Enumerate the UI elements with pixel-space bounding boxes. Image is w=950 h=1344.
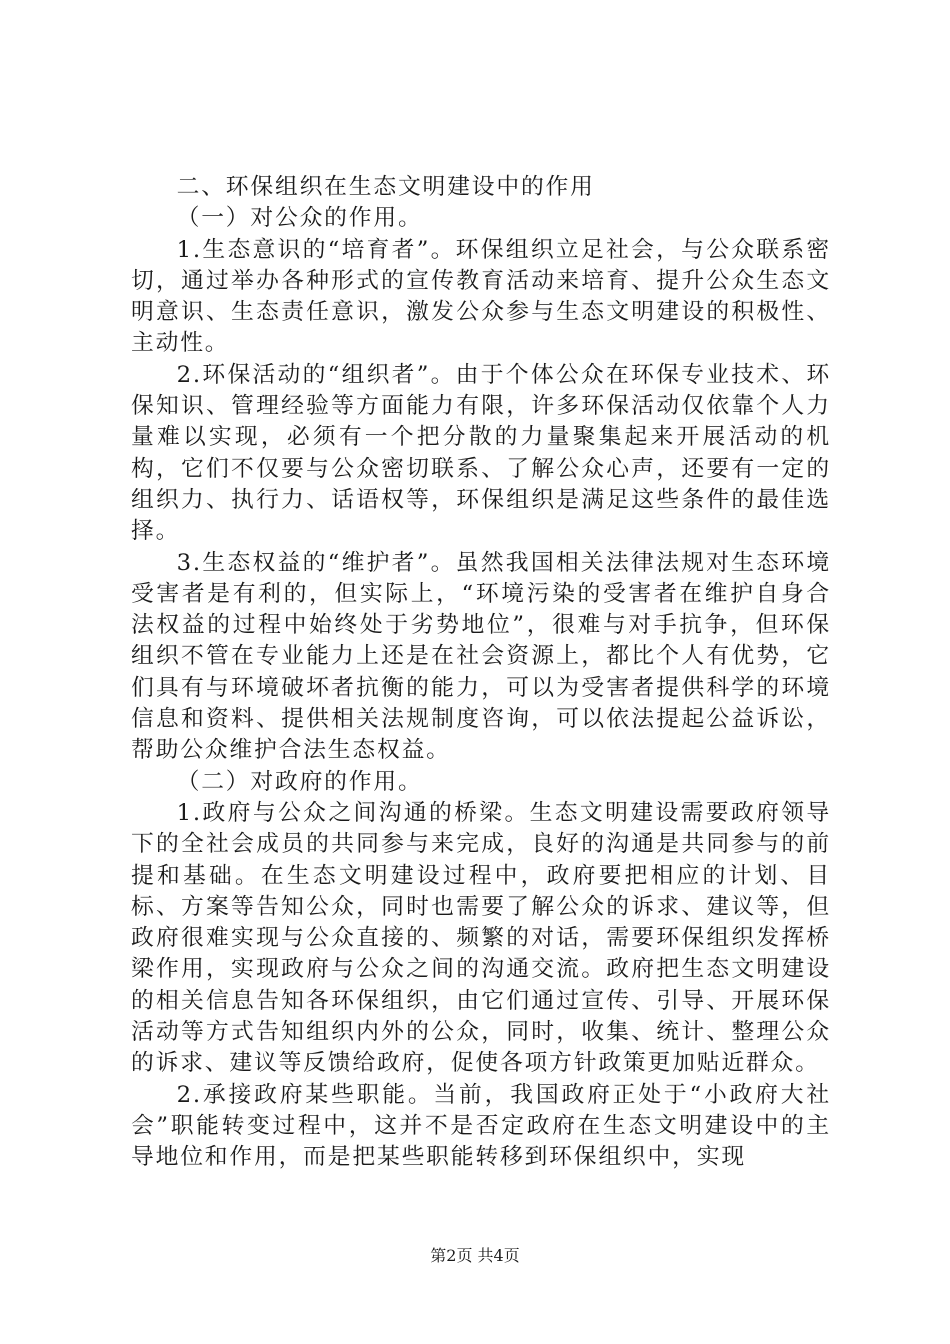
subsection-heading-public: （一）对公众的作用。 bbox=[176, 205, 423, 232]
paragraph-government-functions: 2.承接政府某些职能。当前，我国政府正处于“小政府大社会”职能转变过程中，这并不是否定政府在生态文明建设中的主导地位和作用，而是把某些职能转移到环保组织中，实现 bbox=[131, 1081, 831, 1171]
section-heading: 二、环保组织在生态文明建设中的作用 bbox=[176, 174, 595, 200]
subsection-heading-government: （二）对政府的作用。 bbox=[176, 768, 423, 795]
paragraph-ecological-awareness: 1.生态意识的“培育者”。环保组织立足社会，与公众联系密切，通过举办各种形式的宣传教育活动来培育、提升公众生态文明意识、生态责任意识，激发公众参与生态文明建设的积极性、主动性。 bbox=[131, 236, 831, 357]
document-body bbox=[131, 172, 831, 1174]
page-footer: 第2页 共4页 bbox=[430, 1246, 520, 1265]
paragraph-activity-organizer: 2.环保活动的“组织者”。由于个体公众在环保专业技术、环保知识、管理经验等方面能力有限，许多环保活动仅依靠个人力量难以实现，必须有一个把分散的力量聚集起来开展活动的机构，它们不仅要与公众密切联系、了解公众心声，还要有一定的组织力、执行力、话语权等，环保组织是满足这些条件的最佳选择。 bbox=[131, 361, 831, 545]
paragraph-rights-defender: 3.生态权益的“维护者”。虽然我国相关法律法规对生态环境受害者是有利的，但实际上，“环境污染的受害者在维护自身合法权益的过程中始终处于劣势地位”，很难与对手抗争，但环保组织不管在专业能力上还是在社会资源上，都比个人有优势，它们具有与环境破坏者抗衡的能力，可以为受害者提供科学的环境信息和资料、提供相关法规制度咨询，可以依法提起公益诉讼，帮助公众维护合法生态权益。 bbox=[131, 549, 831, 764]
paragraph-communication-bridge: 1.政府与公众之间沟通的桥梁。生态文明建设需要政府领导下的全社会成员的共同参与来完成，良好的沟通是共同参与的前提和基础。在生态文明建设过程中，政府要把相应的计划、目标、方案等告知公众，同时也需要了解公众的诉求、建议等，但政府很难实现与公众直接的、频繁的对话，需要环保组织发挥桥梁作用，实现政府与公众之间的沟通交流。政府把生态文明建设的相关信息告知各环保组织，由它们通过宣传、引导、开展环保活动等方式告知组织内外的公众，同时，收集、统计、整理公众的诉求、建议等反馈给政府，促使各项方针政策更加贴近群众。 bbox=[131, 799, 831, 1077]
